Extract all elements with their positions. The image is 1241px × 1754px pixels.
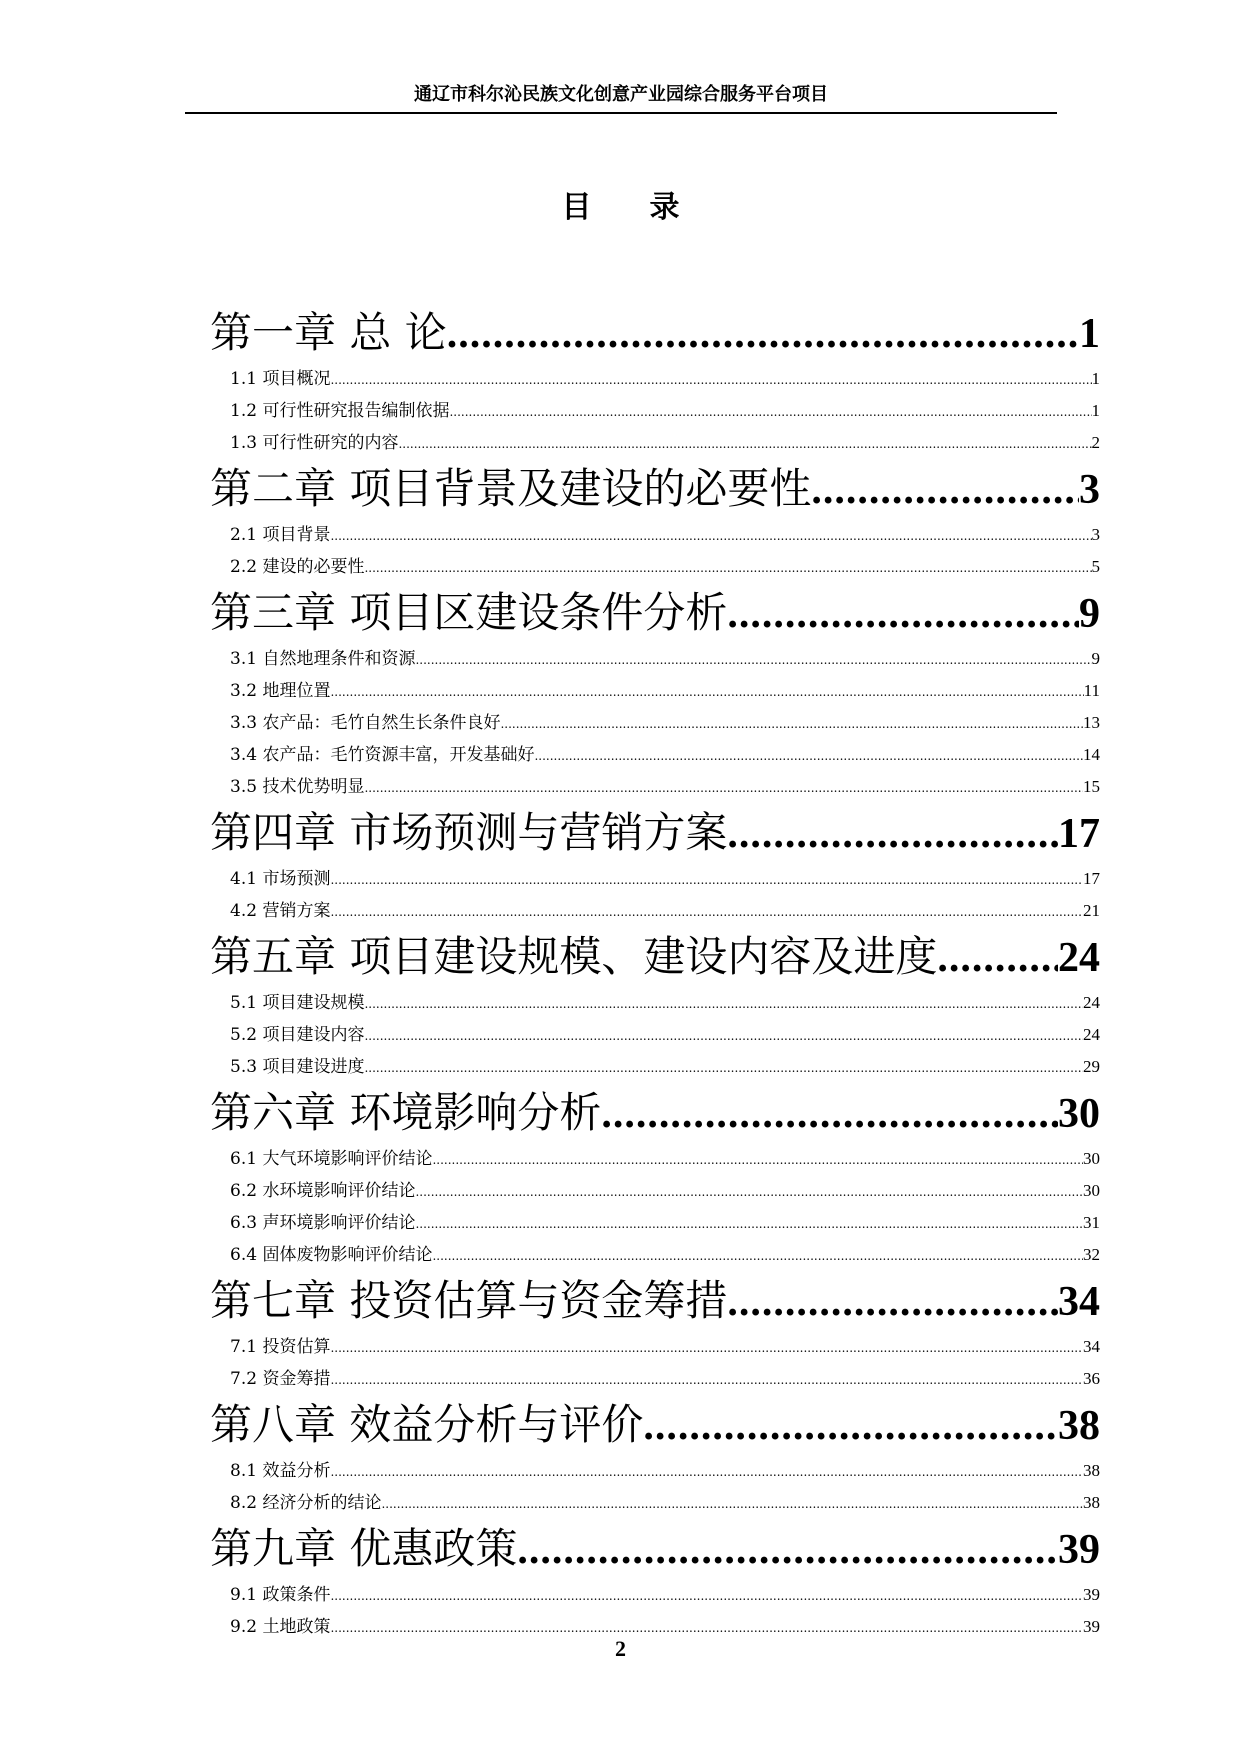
toc-page-number: 17 (1083, 869, 1100, 888)
toc-chapter-title: 第一章 总 论 (210, 308, 447, 357)
toc-page-number: 5 (1091, 557, 1100, 576)
toc-dot-leader (330, 364, 1091, 395)
toc-page-number: 29 (1083, 1057, 1100, 1076)
toc-page-number: 24 (1083, 993, 1100, 1012)
toc-section-entry[interactable] (210, 1487, 1100, 1519)
toc-chapter-title: 第九章 优惠政策 (210, 1524, 518, 1573)
toc-section-entry[interactable] (210, 1207, 1100, 1239)
toc-page-number: 1 (1091, 369, 1100, 388)
toc-page-number: 38 (1083, 1461, 1100, 1480)
toc-chapter-entry[interactable] (210, 1083, 1100, 1143)
toc-page-number: 21 (1083, 901, 1100, 920)
toc-section-title: 5.3 项目建设进度 (230, 1057, 365, 1077)
toc-page-number: 34 (1058, 1279, 1100, 1325)
toc-page-number: 11 (1083, 681, 1100, 700)
toc-dot-leader (727, 584, 1079, 643)
toc-dot-leader (432, 1240, 1083, 1271)
toc-section-title: 5.1 项目建设规模 (230, 993, 365, 1013)
toc-section-title: 1.1 项目概况 (230, 369, 331, 389)
toc-section-title: 7.1 投资估算 (230, 1337, 331, 1357)
toc-page-number: 39 (1058, 1527, 1100, 1573)
toc-section-entry[interactable] (210, 395, 1100, 427)
toc-dot-leader (415, 1176, 1083, 1207)
toc-page-number: 1 (1091, 401, 1100, 420)
toc-section-entry[interactable] (210, 551, 1100, 583)
toc-page-number: 30 (1083, 1181, 1100, 1200)
toc-chapter-title: 第五章 项目建设规模、建设内容及进度 (210, 932, 938, 981)
toc-section-title: 8.2 经济分析的结论 (230, 1493, 382, 1513)
toc-dot-leader (811, 460, 1079, 519)
toc-dot-leader (330, 1332, 1083, 1363)
toc-dot-leader (330, 1364, 1083, 1395)
document-header-title: 通辽市科尔沁民族文化创意产业园综合服务平台项目 (414, 84, 828, 105)
toc-section-title: 9.2 土地政策 (230, 1617, 331, 1637)
toc-dot-leader (398, 428, 1091, 459)
toc-section-entry[interactable] (210, 1363, 1100, 1395)
toc-page-number: 3 (1091, 525, 1100, 544)
toc-page-number: 17 (1058, 811, 1100, 857)
toc-section-title: 2.2 建设的必要性 (230, 557, 365, 577)
toc-dot-leader (727, 1272, 1058, 1331)
toc-page-number: 32 (1083, 1245, 1100, 1264)
toc-page-number: 1 (1079, 311, 1100, 357)
toc-dot-leader (534, 740, 1083, 771)
toc-page-number: 14 (1083, 745, 1100, 764)
toc-dot-leader (727, 804, 1058, 863)
toc-page-number: 38 (1083, 1493, 1100, 1512)
toc-section-title: 2.1 项目背景 (230, 525, 331, 545)
toc-section-entry[interactable] (210, 1051, 1100, 1083)
toc-page-number: 13 (1083, 713, 1100, 732)
toc-dot-leader (500, 708, 1083, 739)
toc-page-number: 24 (1058, 935, 1100, 981)
toc-page-number: 3 (1079, 467, 1100, 513)
toc-dot-leader (364, 1020, 1083, 1051)
toc-page-number: 36 (1083, 1369, 1100, 1388)
toc-section-entry[interactable] (210, 1239, 1100, 1271)
toc-dot-leader (364, 1052, 1083, 1083)
toc-chapter-title: 第三章 项目区建设条件分析 (210, 588, 728, 637)
toc-chapter-entry[interactable] (210, 303, 1100, 363)
toc-dot-leader (381, 1488, 1083, 1519)
toc-section-entry[interactable] (210, 707, 1100, 739)
toc-section-title: 6.2 水环境影响评价结论 (230, 1181, 416, 1201)
toc-page-number: 30 (1083, 1149, 1100, 1168)
toc-section-title: 6.4 固体废物影响评价结论 (230, 1245, 433, 1265)
toc-dot-leader (330, 1580, 1083, 1611)
toc-dot-leader (364, 988, 1083, 1019)
toc-section-entry[interactable] (210, 1143, 1100, 1175)
toc-section-entry[interactable] (210, 519, 1100, 551)
toc-section-entry[interactable] (210, 1019, 1100, 1051)
toc-dot-leader (447, 304, 1079, 363)
toc-chapter-entry[interactable] (210, 1271, 1100, 1331)
toc-section-title: 4.1 市场预测 (230, 869, 331, 889)
toc-page-number: 31 (1083, 1213, 1100, 1232)
toc-page-number: 39 (1083, 1585, 1100, 1604)
toc-page-number: 38 (1058, 1403, 1100, 1449)
toc-section-title: 6.1 大气环境影响评价结论 (230, 1149, 433, 1169)
toc-dot-leader (330, 676, 1083, 707)
toc-section-entry[interactable] (210, 739, 1100, 771)
toc-section-entry[interactable] (210, 1579, 1100, 1611)
toc-section-title: 3.1 自然地理条件和资源 (230, 649, 416, 669)
toc-section-entry[interactable] (210, 771, 1100, 803)
toc-chapter-title: 第四章 市场预测与营销方案 (210, 808, 728, 857)
toc-page-number: 34 (1083, 1337, 1100, 1356)
toc-section-title: 5.2 项目建设内容 (230, 1025, 365, 1045)
toc-dot-leader (415, 1208, 1083, 1239)
toc-chapter-entry[interactable] (210, 1519, 1100, 1579)
toc-section-title: 7.2 资金筹措 (230, 1369, 331, 1389)
toc-chapter-title: 第六章 环境影响分析 (210, 1088, 602, 1137)
toc-dot-leader (449, 396, 1091, 427)
toc-dot-leader (364, 772, 1083, 803)
toc-chapter-entry[interactable] (210, 803, 1100, 863)
toc-chapter-entry[interactable] (210, 583, 1100, 643)
toc-section-title: 9.1 政策条件 (230, 1585, 331, 1605)
header-rule (185, 112, 1057, 114)
toc-section-title: 6.3 声环境影响评价结论 (230, 1213, 416, 1233)
toc-dot-leader (601, 1084, 1058, 1143)
toc-chapter-entry[interactable] (210, 927, 1100, 987)
toc-section-title: 1.3 可行性研究的内容 (230, 433, 399, 453)
toc-section-title: 1.2 可行性研究报告编制依据 (230, 401, 450, 421)
toc-dot-leader (432, 1144, 1083, 1175)
toc-section-entry[interactable] (210, 987, 1100, 1019)
toc-section-title: 3.5 技术优势明显 (230, 777, 365, 797)
toc-dot-leader (643, 1396, 1058, 1455)
toc-section-entry[interactable] (210, 1175, 1100, 1207)
toc-title: 目录 (561, 190, 738, 225)
toc-page-number: 15 (1083, 777, 1100, 796)
toc-section-entry[interactable] (210, 427, 1100, 459)
toc-dot-leader (330, 520, 1091, 551)
toc-chapter-entry[interactable] (210, 459, 1100, 519)
toc-section-entry[interactable] (210, 863, 1100, 895)
toc-dot-leader (415, 644, 1091, 675)
toc-section-title: 3.2 地理位置 (230, 681, 331, 701)
toc-section-entry[interactable] (210, 643, 1100, 675)
toc-dot-leader (937, 928, 1058, 987)
table-of-contents (210, 303, 1100, 1643)
toc-chapter-entry[interactable] (210, 1395, 1100, 1455)
toc-dot-leader (330, 1456, 1083, 1487)
toc-dot-leader (330, 896, 1083, 927)
toc-chapter-title: 第七章 投资估算与资金筹措 (210, 1276, 728, 1325)
toc-section-entry[interactable] (210, 1455, 1100, 1487)
toc-section-title: 3.4 农产品：毛竹资源丰富，开发基础好 (230, 745, 535, 765)
toc-dot-leader (330, 864, 1083, 895)
toc-page-number: 2 (1091, 433, 1100, 452)
toc-section-entry[interactable] (210, 363, 1100, 395)
toc-section-entry[interactable] (210, 675, 1100, 707)
toc-dot-leader (517, 1520, 1058, 1579)
toc-page-number: 24 (1083, 1025, 1100, 1044)
page-number: 2 (615, 1636, 626, 1661)
toc-section-title: 8.1 效益分析 (230, 1461, 331, 1481)
toc-chapter-title: 第二章 项目背景及建设的必要性 (210, 464, 812, 513)
toc-page-number: 39 (1083, 1617, 1100, 1636)
toc-page-number: 30 (1058, 1091, 1100, 1137)
toc-page-number: 9 (1079, 591, 1100, 637)
toc-section-entry[interactable] (210, 1331, 1100, 1363)
toc-section-title: 4.2 营销方案 (230, 901, 331, 921)
toc-section-entry[interactable] (210, 895, 1100, 927)
toc-section-title: 3.3 农产品：毛竹自然生长条件良好 (230, 713, 501, 733)
toc-dot-leader (364, 552, 1091, 583)
toc-page-number: 9 (1091, 649, 1100, 668)
toc-chapter-title: 第八章 效益分析与评价 (210, 1400, 644, 1449)
